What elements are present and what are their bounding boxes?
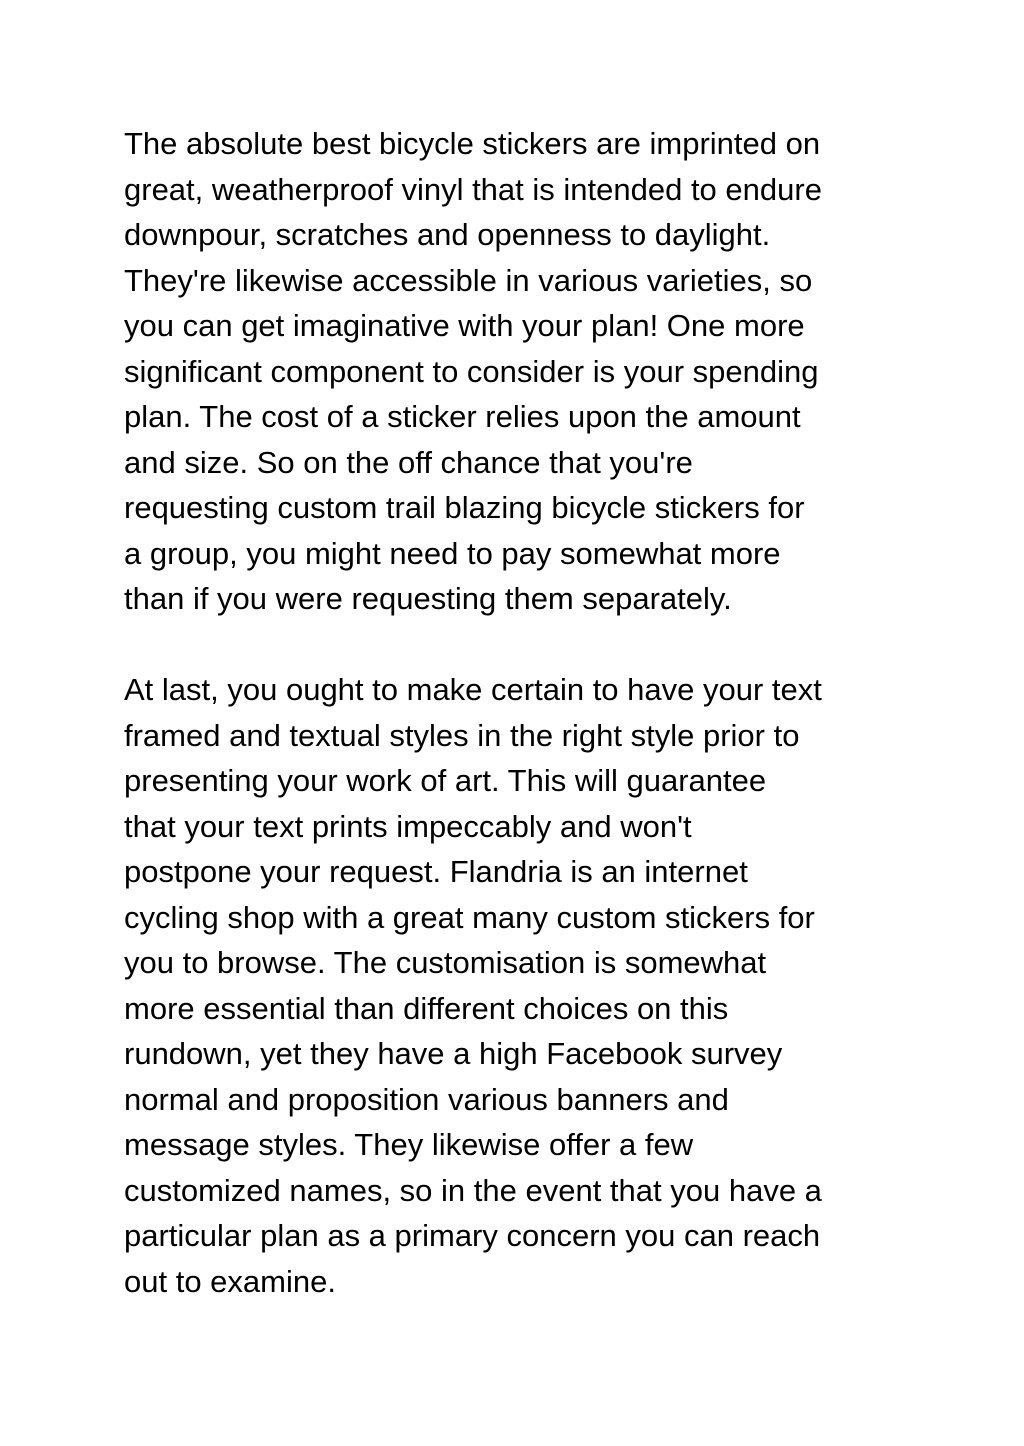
text-line: out to examine. [124, 1263, 336, 1299]
text-line: great, weatherproof vinyl that is intended to endure [124, 171, 822, 207]
paragraph-1 [124, 121, 914, 622]
text-line: normal and proposition various banners and [124, 1081, 729, 1117]
text-line: particular plan as a primary concern you can reach [124, 1218, 821, 1253]
text-line: and size. So on the off chance that you're [124, 444, 693, 480]
text-line: downpour, scratches and openness to daylight. [124, 217, 771, 252]
text-line: presenting your work of art. This will guarantee [124, 763, 767, 798]
document-body [124, 121, 914, 1304]
text-line: framed and textual styles in the right style prior to [124, 717, 800, 753]
text-line: postpone your request. Flandria is an internet [124, 854, 748, 889]
text-line: than if you were requesting them separately. [124, 581, 732, 616]
text-line: rundown, yet they have a high Facebook survey [124, 1036, 783, 1071]
text-line: you can get imaginative with your plan! One more [124, 308, 805, 343]
text-line: At last, you ought to make certain to have your text [124, 672, 822, 707]
text-line: that your text prints impeccably and won't [124, 808, 692, 844]
text-line: The absolute best bicycle stickers are imprinted on [124, 126, 821, 161]
paragraph-2 [124, 667, 914, 1304]
paragraph-spacer [124, 622, 914, 668]
text-line: you to browse. The customisation is somewhat [124, 945, 767, 980]
text-line: more essential than different choices on this [124, 990, 729, 1026]
text-line: plan. The cost of a sticker relies upon the amount [124, 399, 801, 434]
text-line: message styles. They likewise offer a few [124, 1127, 694, 1162]
text-line: customized names, so in the event that you have a [124, 1172, 822, 1208]
text-line: They're likewise accessible in various varieties, so [124, 262, 813, 298]
text-line: requesting custom trail blazing bicycle stickers for [124, 490, 805, 525]
text-line: cycling shop with a great many custom stickers for [124, 899, 815, 935]
text-line: significant component to consider is your spending [124, 353, 819, 389]
text-line: a group, you might need to pay somewhat more [124, 535, 781, 571]
